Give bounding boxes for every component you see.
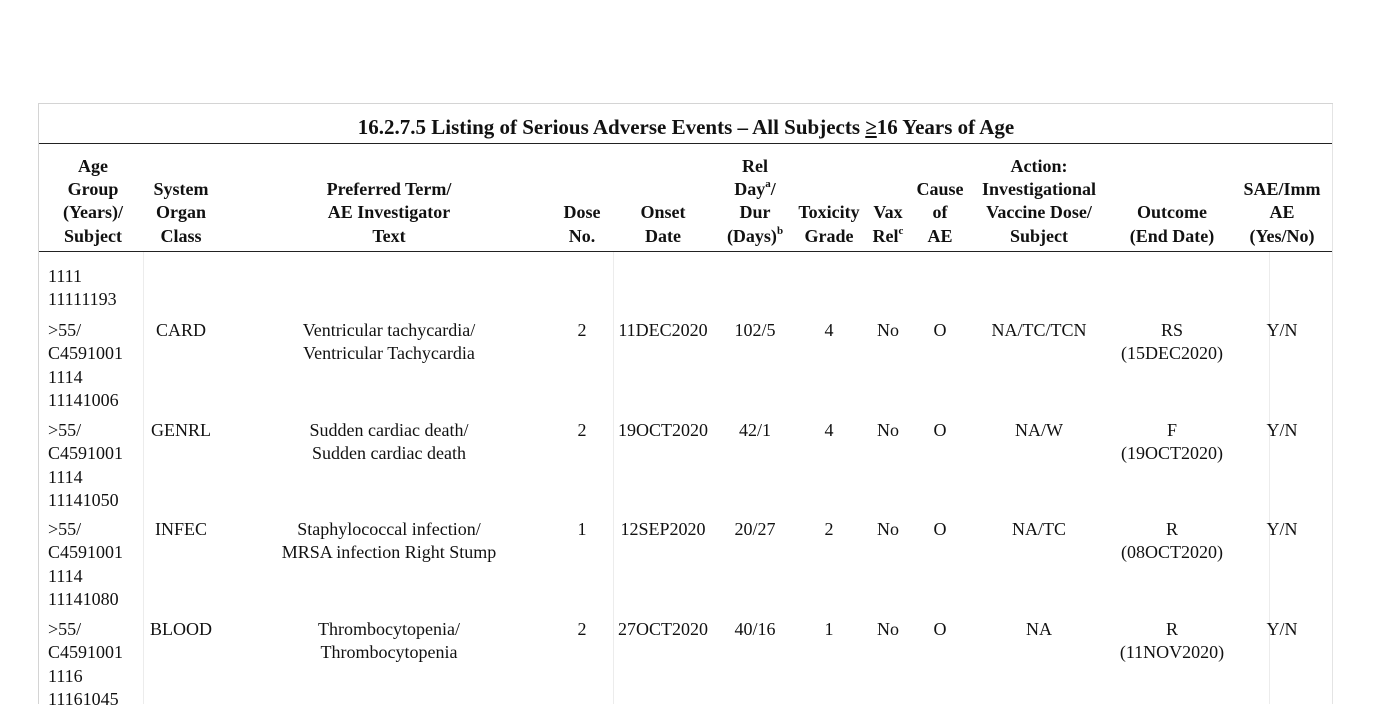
cell-value: No <box>877 519 899 539</box>
cell-value: INFEC <box>154 519 207 539</box>
cell-line: C4591001 <box>48 443 124 464</box>
column-header-line: (Days)$^b$ <box>726 224 784 246</box>
cell-value: Y/N <box>1266 619 1298 639</box>
column-header-line: No. <box>568 225 596 246</box>
footnote-marker: a <box>765 178 771 191</box>
cell-line: 11141006 <box>48 389 119 410</box>
cell-value: CARD <box>155 320 206 340</box>
header-slash: / <box>770 179 776 200</box>
cell-value: 19OCT2020 <box>618 420 708 440</box>
cell-line: MRSA infection Right Stump <box>281 542 497 563</box>
cell-value: 2 <box>577 420 587 440</box>
column-header-line: Onset <box>640 202 686 223</box>
column-header-line: AE <box>1269 202 1295 223</box>
cell-value: Y/N <box>1266 320 1298 340</box>
column-header-line: of <box>932 202 948 223</box>
table-title: 16.2.7.5 Listing of Serious Adverse Events – All Subjects ≥16 Years of Age <box>357 115 1015 139</box>
column-header-line: (Yes/No) <box>1249 225 1315 246</box>
cell-value: O <box>933 320 947 340</box>
cell-value: No <box>877 320 899 340</box>
column-header-line: SAE/Imm <box>1243 179 1321 200</box>
cell-line: (15DEC2020) <box>1121 343 1223 364</box>
cell-line: Thrombocytopenia/ <box>318 619 460 639</box>
column-header-line: Dose <box>563 202 601 223</box>
cell-value: O <box>933 420 947 440</box>
cell-value: No <box>877 420 899 440</box>
cell-value: 40/16 <box>734 619 776 639</box>
cell-value: 2 <box>577 619 587 639</box>
site-header-line: 11111193 <box>48 289 117 310</box>
cell-line: 1116 <box>48 665 83 686</box>
column-header-line: Rel$^c$ <box>872 224 904 246</box>
cell-value: 42/1 <box>738 420 771 440</box>
cell-line: >55/ <box>48 519 82 539</box>
column-header-line: Dur <box>739 202 771 223</box>
cell-line: 11141080 <box>48 588 119 609</box>
column-header-line: Investigational <box>981 179 1096 200</box>
cell-value: 20/27 <box>734 519 776 539</box>
cell-line: R <box>1165 519 1178 539</box>
site-header <box>48 265 117 312</box>
cell-value: 1 <box>824 619 834 639</box>
column-header-line: Organ <box>155 202 206 223</box>
column-header-line: AE <box>927 225 953 246</box>
cell-line: >55/ <box>48 420 82 440</box>
cell-line: F <box>1166 420 1177 440</box>
column-header-line: Action: <box>1010 155 1068 176</box>
cell-value: 4 <box>824 320 834 340</box>
cell-value: NA <box>1026 619 1052 639</box>
cell-value: 11DEC2020 <box>618 320 708 340</box>
cell-value: Y/N <box>1266 420 1298 440</box>
cell-value: 102/5 <box>734 320 776 340</box>
cell-sae <box>1152 518 1376 541</box>
column-header-line: Group <box>67 179 119 200</box>
cell-value: 12SEP2020 <box>620 519 706 539</box>
column-header-line: Vaccine Dose/ <box>986 202 1092 223</box>
column-header-sae <box>1202 178 1362 248</box>
cell-line: Ventricular Tachycardia <box>303 343 475 364</box>
column-header-line: AE Investigator <box>327 202 451 223</box>
cell-sae <box>1152 419 1376 442</box>
cell-line: Sudden cardiac death/ <box>309 420 469 440</box>
cell-value: NA/TC/TCN <box>991 320 1087 340</box>
listing-sheet <box>38 103 1333 709</box>
cell-line: 11141050 <box>48 489 119 510</box>
cell-value: 2 <box>824 519 834 539</box>
cell-line: Ventricular tachycardia/ <box>302 320 476 340</box>
footnote-marker: b <box>776 224 784 237</box>
cell-line: Sudden cardiac death <box>312 443 466 464</box>
cell-line: (19OCT2020) <box>1121 443 1223 464</box>
cell-line: C4591001 <box>48 542 124 563</box>
column-header-line: Text <box>372 225 406 246</box>
column-header-term <box>309 178 469 248</box>
column-header-line: (End Date) <box>1129 225 1215 246</box>
cell-line: C4591001 <box>48 642 124 663</box>
cell-sae <box>1152 618 1376 641</box>
cell-value: Y/N <box>1266 519 1298 539</box>
header-rule <box>39 251 1333 252</box>
cell-line: 11161045 <box>48 688 119 709</box>
cell-line: Staphylococcal infection/ <box>297 519 481 539</box>
footnote-marker: c <box>898 224 904 237</box>
cell-value: 4 <box>824 420 834 440</box>
cell-value: No <box>877 619 899 639</box>
column-header-line: Subject <box>1010 225 1068 246</box>
cell-value: NA/W <box>1015 420 1063 440</box>
cell-value: BLOOD <box>150 619 212 639</box>
cell-value: O <box>933 619 947 639</box>
cell-line: 1114 <box>48 466 83 487</box>
cell-line: C4591001 <box>48 343 124 364</box>
column-header-line: Grade <box>804 225 854 246</box>
column-header-line: Date <box>645 225 681 246</box>
column-header-line: Cause <box>916 179 964 200</box>
cell-line: 1114 <box>48 366 83 387</box>
cell-line: >55/ <box>48 619 82 639</box>
column-header-line: Subject <box>64 225 122 246</box>
title-rule <box>39 143 1333 144</box>
column-header-line: Outcome <box>1137 202 1207 223</box>
column-header-line: Age <box>78 155 108 176</box>
cell-line: 1114 <box>48 565 83 586</box>
column-header-line: Class <box>160 225 202 246</box>
column-header-soc <box>101 178 261 248</box>
cell-value: 1 <box>577 519 587 539</box>
cell-line: (08OCT2020) <box>1121 542 1223 563</box>
cell-line: RS <box>1160 320 1184 340</box>
column-header-line: Day$^a$/ <box>734 178 776 200</box>
column-header-line: Vax <box>873 202 903 223</box>
cell-value: O <box>933 519 947 539</box>
cell-line: >55/ <box>48 320 82 340</box>
column-header-line: (Years)/ <box>63 202 123 223</box>
cell-sae <box>1152 319 1376 342</box>
column-header-line: Toxicity <box>798 202 860 223</box>
cell-value: NA/TC <box>1012 519 1066 539</box>
cell-line: Thrombocytopenia <box>320 642 458 663</box>
cell-line: (11NOV2020) <box>1119 642 1225 663</box>
column-header-line: System <box>153 179 209 200</box>
column-header-line: Preferred Term/ <box>326 179 452 200</box>
cell-line: R <box>1165 619 1178 639</box>
column-header-line: Rel <box>742 155 768 176</box>
cell-value: GENRL <box>151 420 211 440</box>
site-header-line: 1111 <box>48 266 82 286</box>
cell-value: 2 <box>577 320 587 340</box>
cell-value: 27OCT2020 <box>618 619 708 639</box>
